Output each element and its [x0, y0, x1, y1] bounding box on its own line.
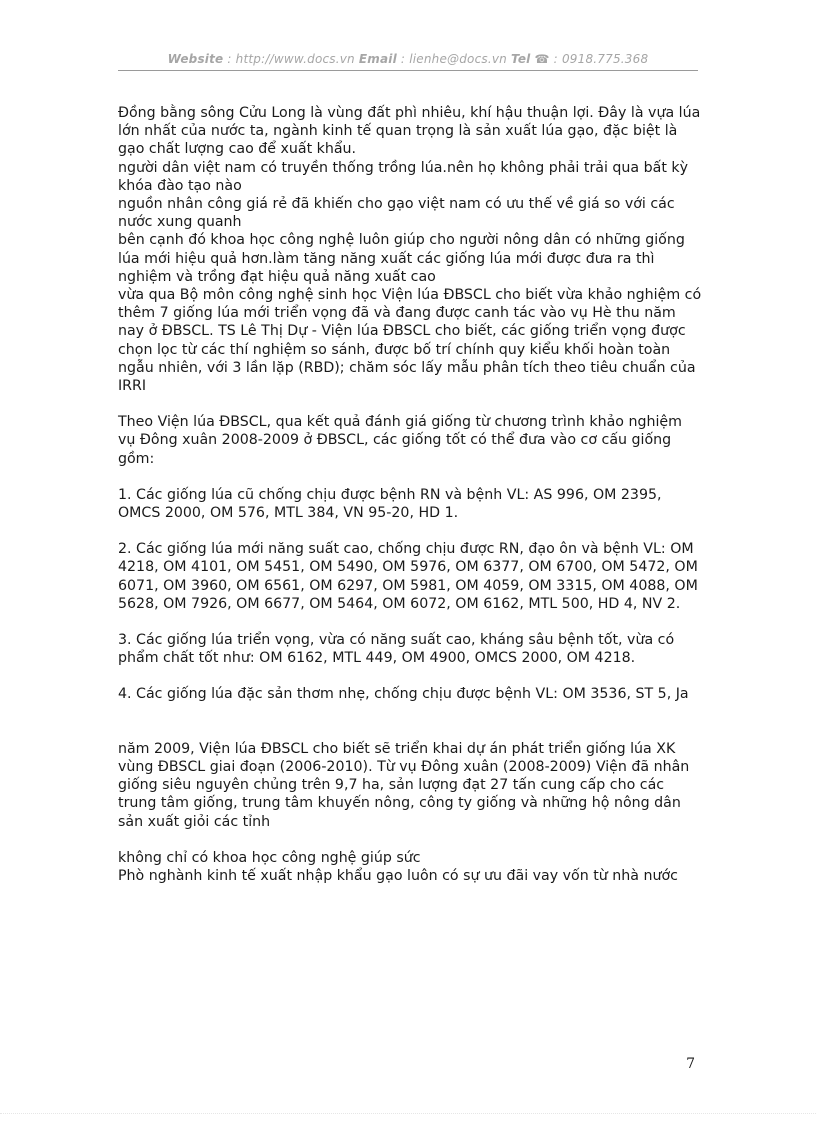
paragraph-spacer — [118, 613, 703, 631]
tel-label: Tel — [510, 52, 531, 66]
document-body — [118, 104, 703, 885]
paragraph-policy: Phò nghành kinh tế xuất nhập khẩu gạo luôn có sự ưu đãi vay vốn từ nhà nước — [118, 867, 678, 884]
paragraph-spacer — [118, 395, 703, 413]
footer-divider — [0, 1113, 816, 1114]
email-separator: : — [396, 52, 410, 66]
paragraph-evaluation: Theo Viện lúa ĐBSCL, qua kết quả đánh giá giống từ chương trình khảo nghiệm vụ Đông xuân 2008-2009 ở ĐBSCL, các giống tốt có thể đưa vào cơ cấu giống gồm: — [118, 414, 682, 467]
page-header — [0, 52, 816, 66]
header-divider — [118, 70, 698, 71]
list-item-old-varieties: 1. Các giống lúa cũ chống chịu được bệnh RN và bệnh VL: AS 996, OM 2395, OMCS 2000, OM 576, MTL 384, VN 95-20, HD 1. — [118, 486, 662, 522]
website-url[interactable]: http://www.docs.vn — [235, 52, 355, 66]
paragraph-technology: bên cạnh đó khoa học công nghệ luôn giúp cho người nông dân có những giống lúa mới hiệu quả hơn.làm tăng năng xuất các giống lúa mới được đưa ra thì nghiệm và trồng đạt hiệu quả năng xuất cao — [118, 232, 685, 285]
email-address[interactable]: lienhe@docs.vn — [409, 52, 507, 66]
paragraph-spacer — [118, 831, 703, 849]
list-item-promising-varieties: 3. Các giống lúa triển vọng, vừa có năng suất cao, kháng sâu bệnh tốt, vừa có phẩm chất tốt như: OM 6162, MTL 449, OM 4900, OMCS 2000, OM 4218. — [118, 632, 675, 667]
list-item-new-varieties: 2. Các giống lúa mới năng suất cao, chống chịu được RN, đạo ôn và bệnh VL: OM 4218, OM 4101, OM 5451, OM 5490, OM 5976, OM 6377, OM 6700, OM 5472, OM 6071, OM 3960, OM 6561, OM 6297, OM 5981, OM 4059, OM 3315, OM 4088, OM 5628, OM 7926, OM 6677, OM 5464, OM 6072, OM 6162, MTL 500, HD 4, NV 2. — [118, 541, 698, 612]
paragraph-spacer — [118, 667, 703, 685]
website-separator: : — [223, 52, 236, 66]
paragraph-project: năm 2009, Viện lúa ĐBSCL cho biết sẽ triển khai dự án phát triển giống lúa XK vùng ĐBSCL giai đoạn (2006-2010). Từ vụ Đông xuân (2008-2009) Viện đã nhân giống siêu nguyên chủng trên 9,7 ha, sản lượng đạt 27 tấn cung cấp cho các trung tâm giống, trung tâm khuyến nông, công ty giống và những hộ nông dân sản xuất giỏi các tỉnh — [118, 740, 690, 830]
phone-icon: ☎ — [534, 52, 550, 66]
paragraph-spacer — [118, 468, 703, 486]
paragraph-intro: Đồng bằng sông Cửu Long là vùng đất phì nhiêu, khí hậu thuận lợi. Đây là vựa lúa lớn nhất của nước ta, ngành kinh tế quan trọng là sản xuất lúa gạo, đặc biệt là gạo chất lượng cao để xuất khẩu. — [118, 105, 701, 158]
website-label: Website — [167, 52, 224, 66]
paragraph-support: không chỉ có khoa học công nghệ giúp sức — [118, 849, 421, 866]
tel-separator: : — [549, 52, 562, 66]
paragraph-tradition: người dân việt nam có truyền thống trồng lúa.nên họ không phải trải qua bất kỳ khóa đào tạo nào — [118, 159, 689, 194]
tel-number: 0918.775.368 — [561, 52, 649, 66]
email-label: Email — [358, 52, 397, 66]
paragraph-spacer — [118, 522, 703, 540]
paragraph-labor: nguồn nhân công giá rẻ đã khiến cho gạo việt nam có ưu thế về giá so với các nước xung quanh — [118, 196, 675, 231]
list-item-specialty-varieties: 4. Các giống lúa đặc sản thơm nhẹ, chống chịu được bệnh VL: OM 3536, ST 5, Ja — [118, 686, 689, 703]
page-number: 7 — [686, 1056, 695, 1072]
paragraph-spacer — [118, 704, 703, 740]
paragraph-trials: vừa qua Bộ môn công nghệ sinh học Viện lúa ĐBSCL cho biết vừa khảo nghiệm có thêm 7 giống lúa mới triển vọng đã và đang được canh tác vào vụ Hè thu năm nay ở ĐBSCL. TS Lê Thị Dự - Viện lúa ĐBSCL cho biết, các giống triển vọng được chọn lọc từ các thí nghiệm so sánh, được bố trí chính quy kiểu khối hoàn toàn ngẫu nhiên, với 3 lần lặp (RBD); chăm sóc lấy mẫu phân tích theo tiêu chuẩn của IRRI — [118, 287, 702, 395]
